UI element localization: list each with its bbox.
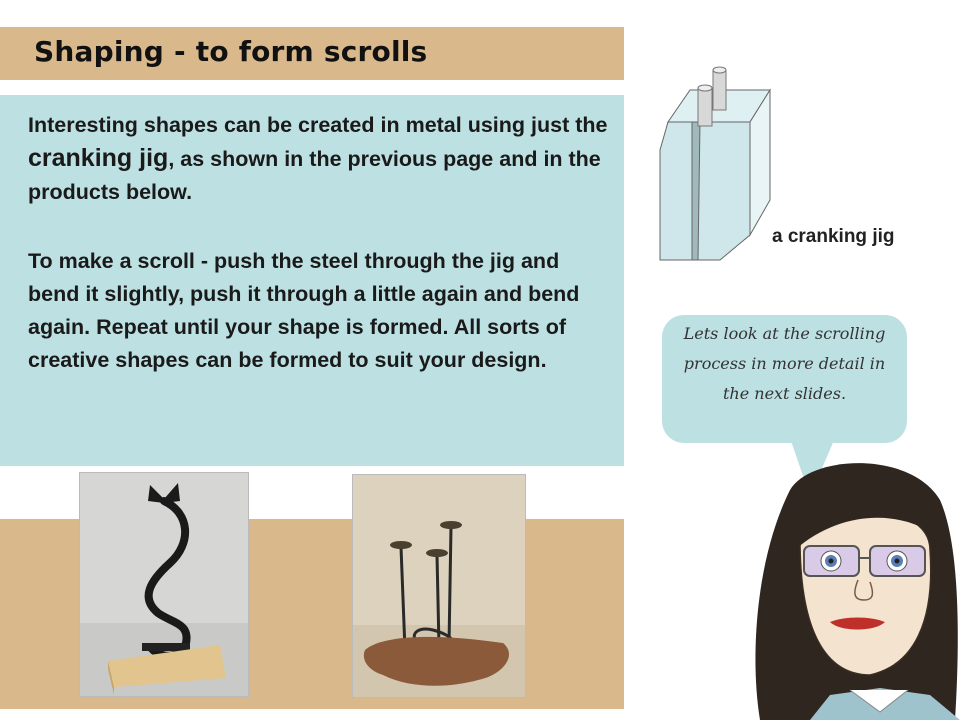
- instructions-paragraph: To make a scroll - push the steel through the jig and bend it slightly, push it through a little again and bend again. Repeat until your shape is formed. All sorts of creative shapes can be formed to suit your design.: [28, 249, 580, 372]
- jig-label: a cranking jig: [772, 226, 895, 247]
- speech-bubble-text: Lets look at the scrolling process in more detail in the next slides.: [683, 324, 886, 403]
- speech-bubble: [662, 315, 907, 443]
- scroll-hook-image: [80, 473, 248, 696]
- cranking-jig-emphasis: cranking jig: [28, 144, 169, 172]
- candle-holder-photo: [352, 474, 526, 698]
- slide-title: Shaping - to form scrolls: [34, 35, 428, 68]
- intro-text-end: , as shown in the previous page and in the products below.: [28, 147, 601, 204]
- candle-holder-image: [353, 475, 525, 697]
- scroll-hook-photo: [79, 472, 249, 697]
- intro-text-start: Interesting shapes can be created in metal using just the: [28, 113, 608, 137]
- cranking-jig-illustration: [650, 60, 780, 270]
- text-panel: [0, 95, 624, 466]
- teacher-cartoon: [730, 450, 960, 720]
- intro-paragraph: [28, 109, 613, 209]
- title-bar: [0, 27, 624, 80]
